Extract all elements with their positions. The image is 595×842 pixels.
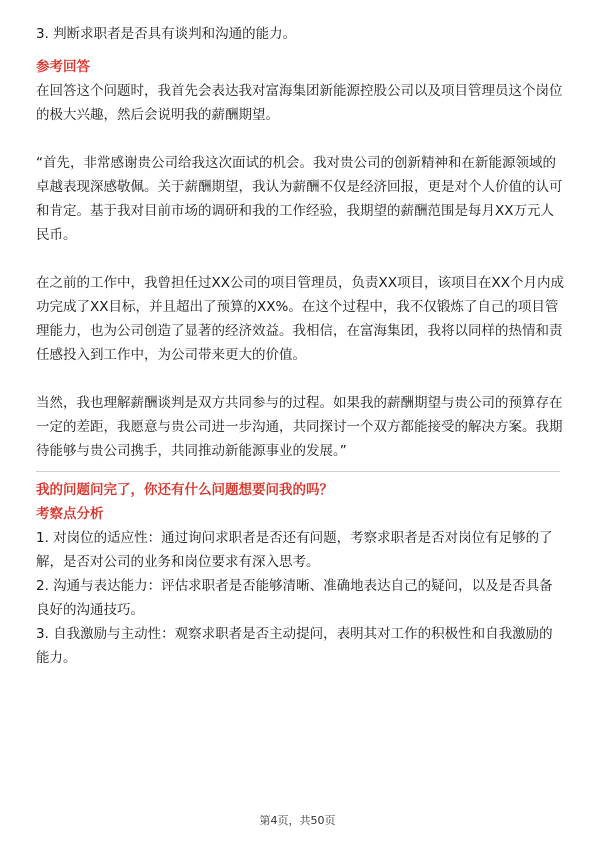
question-heading: 我的问题问完了，你还有什么问题想要问我的吗？ bbox=[36, 482, 333, 498]
analysis-heading: 考察点分析 bbox=[36, 506, 104, 522]
section-divider bbox=[36, 471, 560, 472]
reference-answer-heading: 参考回答 bbox=[36, 59, 90, 75]
page-content bbox=[36, 22, 564, 670]
question-3-item: 3. 判断求职者是否具有谈判和沟通的能力。 bbox=[36, 26, 297, 42]
answer-paragraph-3: 当然，我也理解薪酬谈判是双方共同参与的过程。如果我的薪酬期望与贵公司的预算存在一定的差距，我愿意与贵公司进一步沟通，共同探讨一个双方都能接受的解决方案。我期待能够与贵公司携手，共同推动新能源事业的发展。” bbox=[36, 395, 563, 459]
analysis-item: 3. 自我激励与主动性：观察求职者是否主动提问，表明其对工作的积极性和自我激励的能力。 bbox=[36, 626, 553, 666]
answer-paragraph-1: “首先，非常感谢贵公司给我这次面试的机会。我对贵公司的创新精神和在新能源领域的卓越表现深感敬佩。关于薪酬期望，我认为薪酬不仅是经济回报，更是对个人价值的认可和肯定。基于我对目前市场的调研和我的工作经验，我期望的薪酬范围是每月XX万元人民币。 bbox=[36, 155, 563, 243]
page-number: 第4页，共50页 bbox=[259, 814, 336, 827]
analysis-item: 2. 沟通与表达能力：评估求职者是否能够清晰、准确地表达自己的疑问，以及是否具备良好的沟通技巧。 bbox=[36, 578, 553, 618]
answer-intro: 在回答这个问题时，我首先会表达我对富海集团新能源控股公司以及项目管理员这个岗位的极大兴趣，然后会说明我的薪酬期望。 bbox=[36, 83, 563, 123]
answer-paragraph-2: 在之前的工作中，我曾担任过XX公司的项目管理员，负责XX项目，该项目在XX个月内成功完成了XX目标，并且超出了预算的XX%。在这个过程中，我不仅锻炼了自己的项目管理能力，也为公司创造了显著的经济效益。我相信，在富海集团，我将以同样的热情和责任感投入到工作中，为公司带来更大的价值。 bbox=[36, 275, 564, 363]
analysis-item: 1. 对岗位的适应性：通过询问求职者是否还有问题，考察求职者是否对岗位有足够的了解，是否对公司的业务和岗位要求有深入思考。 bbox=[36, 530, 553, 570]
